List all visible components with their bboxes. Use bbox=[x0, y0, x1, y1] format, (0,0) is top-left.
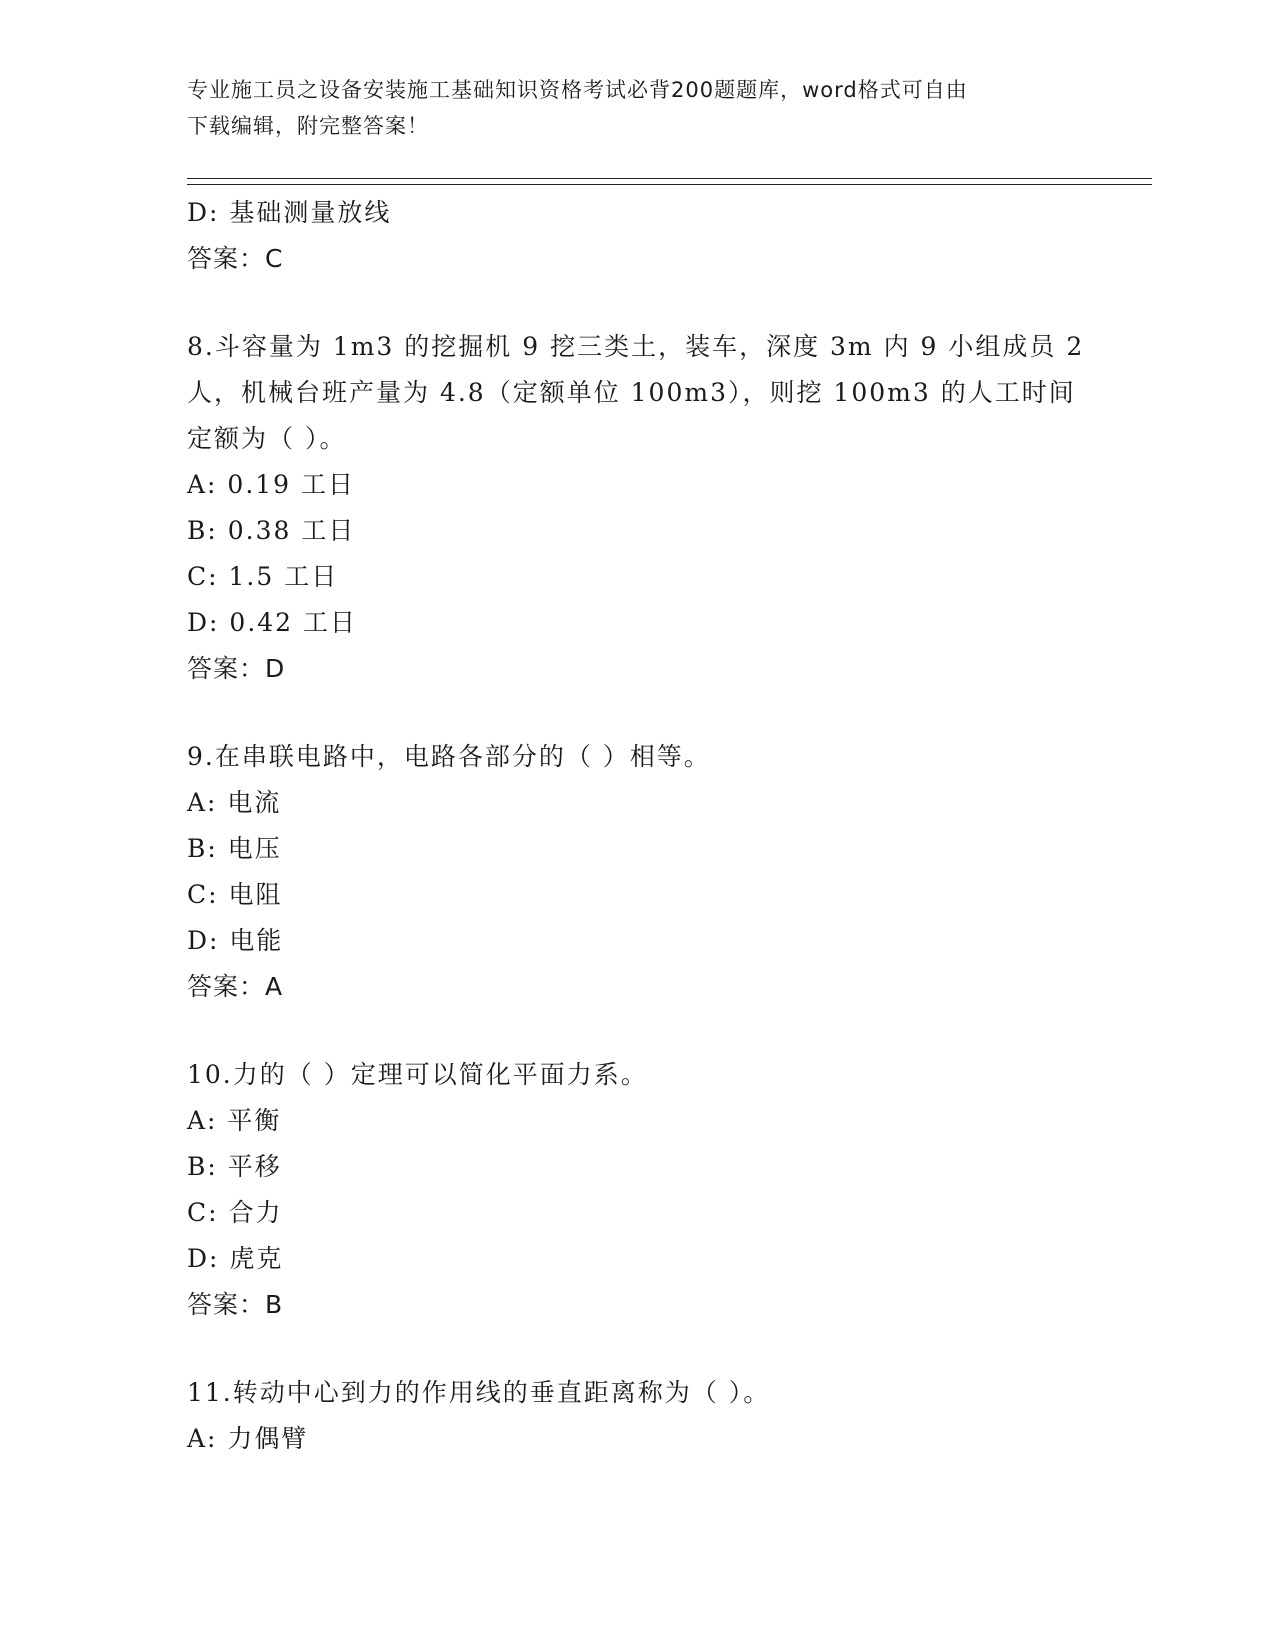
option-c: C: 合力 bbox=[187, 1198, 283, 1227]
question-11 bbox=[187, 1370, 1087, 1462]
option-a: A: 力偶臂 bbox=[187, 1424, 309, 1453]
option-d: D: 虎克 bbox=[187, 1244, 284, 1273]
option-d: D: 电能 bbox=[187, 926, 284, 955]
option-a: A: 电流 bbox=[187, 788, 282, 817]
question-9 bbox=[187, 734, 1087, 1010]
option-b: B: 平移 bbox=[187, 1152, 282, 1181]
option-c: C: 电阻 bbox=[187, 880, 283, 909]
page-header bbox=[187, 72, 1067, 144]
question-stem: 8.斗容量为 1m3 的挖掘机 9 挖三类土，装车，深度 3m 内 9 小组成员 2 人，机械台班产量为 4.8（定额单位 100m3），则挖 100m3 的人工时间定额为（ ）。 bbox=[187, 332, 1085, 453]
option-d: D: 基础测量放线 bbox=[187, 198, 392, 227]
option-b: B: 0.38 工日 bbox=[187, 516, 356, 545]
option-a: A: 平衡 bbox=[187, 1106, 282, 1135]
question-10 bbox=[187, 1052, 1087, 1328]
answer-line: 答案：C bbox=[187, 244, 284, 273]
answer-line: 答案：D bbox=[187, 654, 286, 683]
answer-line: 答案：A bbox=[187, 972, 284, 1001]
header-title-line1: 专业施工员之设备安装施工基础知识资格考试必背200题题库，word格式可自由 bbox=[187, 78, 968, 102]
question-list bbox=[187, 190, 1087, 1462]
option-c: C: 1.5 工日 bbox=[187, 562, 339, 591]
option-d: D: 0.42 工日 bbox=[187, 608, 358, 637]
header-divider bbox=[187, 178, 1152, 185]
prev-question-tail bbox=[187, 190, 1087, 282]
answer-line: 答案：B bbox=[187, 1290, 284, 1319]
question-stem: 10.力的（ ）定理可以简化平面力系。 bbox=[187, 1060, 648, 1089]
question-stem: 9.在串联电路中，电路各部分的（ ）相等。 bbox=[187, 742, 711, 771]
question-8 bbox=[187, 324, 1087, 692]
option-b: B: 电压 bbox=[187, 834, 282, 863]
header-title-line2: 下载编辑，附完整答案！ bbox=[187, 114, 429, 138]
option-a: A: 0.19 工日 bbox=[187, 470, 356, 499]
question-stem: 11.转动中心到力的作用线的垂直距离称为（ ）。 bbox=[187, 1378, 771, 1407]
